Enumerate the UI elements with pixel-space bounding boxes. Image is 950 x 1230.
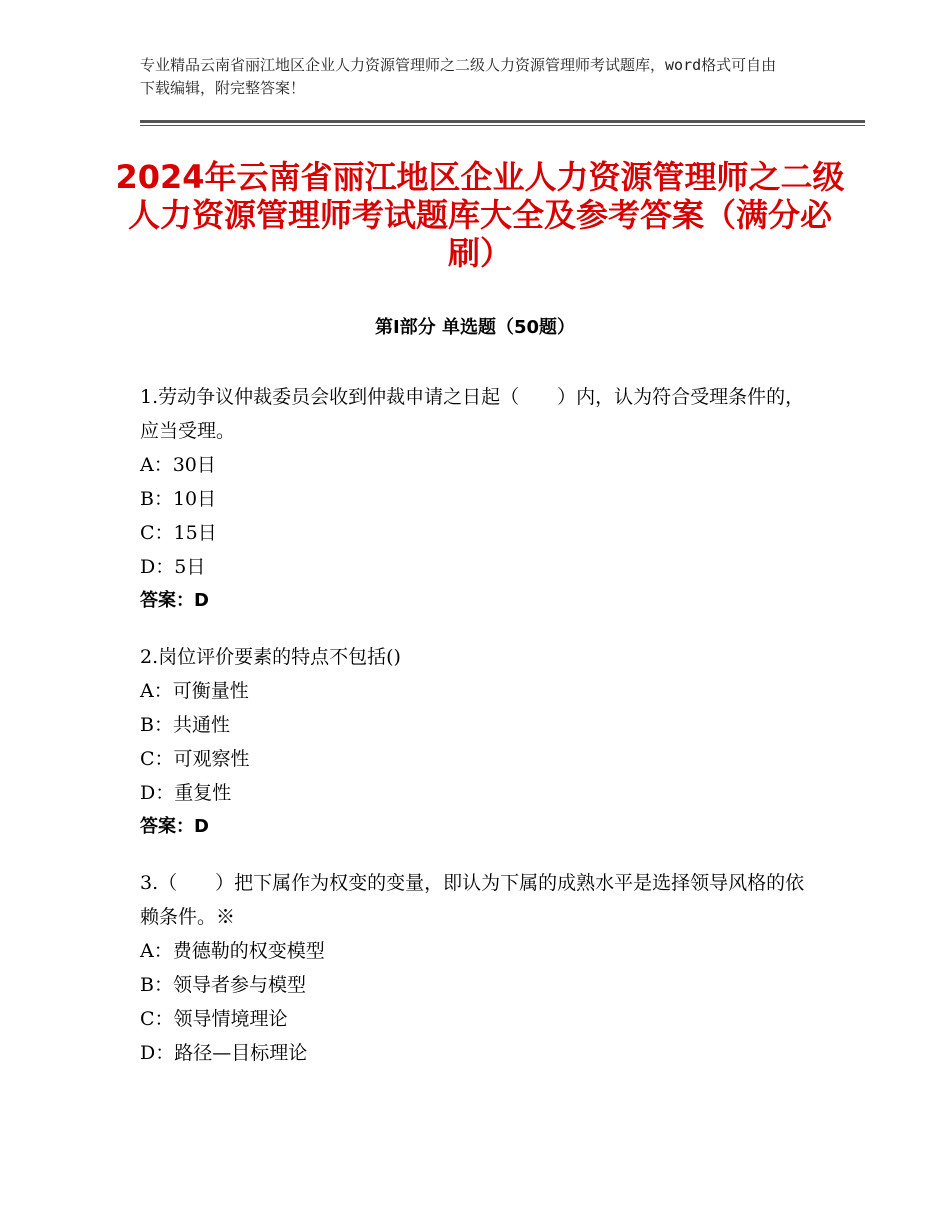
header-note: 专业精品云南省丽江地区企业人力资源管理师之二级人力资源管理师考试题库，word格式可自由下载编辑，附完整答案！ — [140, 56, 777, 97]
question-stem: 2.岗位评价要素的特点不包括() — [140, 646, 401, 668]
option-b: B：共通性 — [140, 714, 230, 736]
question-stem: 3.（ ）把下属作为权变的变量，即认为下属的成熟水平是选择领导风格的依赖条件。※ — [140, 872, 805, 928]
header-divider-thick — [140, 120, 865, 123]
question-1 — [140, 380, 820, 618]
option-a: A：可衡量性 — [140, 680, 249, 702]
option-a: A：30日 — [140, 454, 216, 476]
option-a: A：费德勒的权变模型 — [140, 940, 325, 962]
option-b: B：10日 — [140, 488, 217, 510]
option-c: C：15日 — [140, 522, 217, 544]
option-c: C：可观察性 — [140, 748, 250, 770]
option-d: D：5日 — [140, 556, 206, 578]
header-divider — [140, 120, 865, 126]
answer-label: 答案：D — [140, 590, 209, 611]
question-3 — [140, 866, 820, 1070]
question-list — [140, 380, 820, 1092]
document-title: 2024年云南省丽江地区企业人力资源管理师之二级人力资源管理师考试题库大全及参考答案（满分必刷） — [115, 158, 845, 272]
question-stem: 1.劳动争议仲裁委员会收到仲裁申请之日起（ ）内，认为符合受理条件的，应当受理。 — [140, 386, 805, 442]
answer-label: 答案：D — [140, 816, 209, 837]
option-b: B：领导者参与模型 — [140, 974, 306, 996]
option-d: D：路径—目标理论 — [140, 1042, 308, 1064]
question-2 — [140, 640, 820, 844]
option-c: C：领导情境理论 — [140, 1008, 288, 1030]
option-d: D：重复性 — [140, 782, 232, 804]
section-title: 第Ⅰ部分 单选题（50题） — [374, 317, 575, 338]
header-divider-thin — [140, 125, 865, 126]
